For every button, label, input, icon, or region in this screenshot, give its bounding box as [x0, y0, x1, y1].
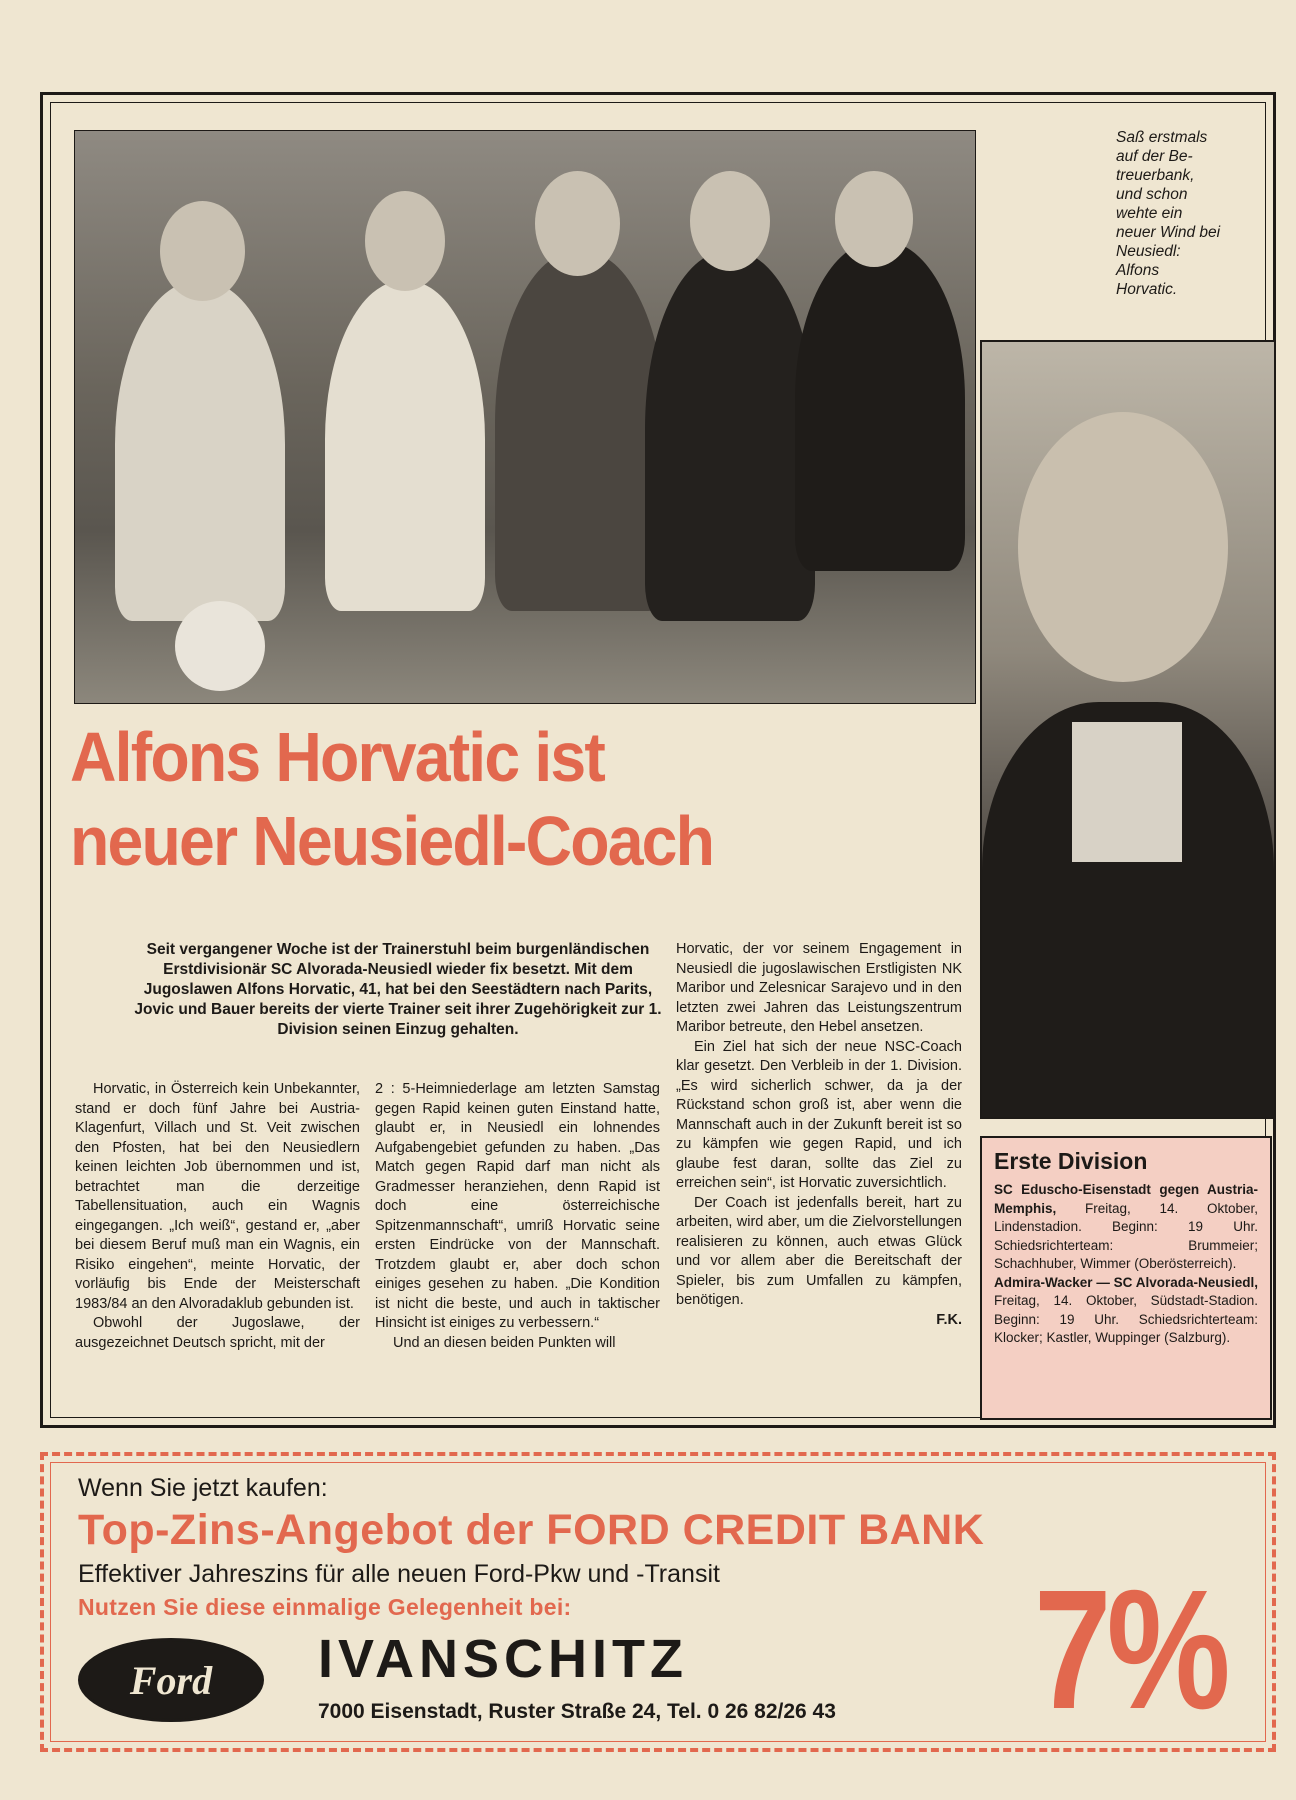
paragraph: Und an diesen beiden Punkten will [393, 1334, 616, 1351]
fixture-1-details: Freitag, 14. Oktober, Lindenstadion. Beginn: 19 Uhr. Schiedsrichterteam: Brummeier; Schachhuber, Wimmer (Oberösterreich). [994, 1200, 1258, 1271]
football [175, 601, 265, 691]
paragraph: 2 : 5-Heimniederlage am letzten Samstag gegen Rapid keinen guten Einstand hatte, glaubt er, in Neusiedl ein lohnendes Aufgabengebiet gefunden zu haben. „Das Match gegen Rapid darf man nicht als Gradmesser heranziehen, denn Rapid ist doch eine österreichische Spitzenmannschaft“, umriß Horvatic seine ersten Eindrücke von der Mannschaft. Trotzdem glaubt er, aber doch schon einiges gesehen zu haben. „Die Kondition ist nicht die beste, und auch in taktischer Hinsicht ist einiges zu verbessern.“ [375, 1081, 660, 1331]
fixture-2-details: Freitag, 14. Oktober, Südstadt-Stadion. Beginn: 19 Uhr. Schiedsrichterteam: Klocker; Kastler, Wuppinger (Salzburg). [994, 1293, 1258, 1345]
author-signature: F.K. [936, 1311, 962, 1328]
fixtures-box [980, 1136, 1272, 1420]
ad-line-1: Wenn Sie jetzt kaufen: [78, 1474, 328, 1502]
portrait-photo [980, 340, 1276, 1119]
paragraph: Horvatic, der vor seinem Engagement in Neusiedl die jugoslawischen Erstligisten NK Maribor und Zelesnicar Sarajevo und in den letzten zwei Jahren das Leistungszentrum Maribor betreute, den Hebel ansetzen. [676, 941, 962, 1035]
dealer-name: IVANSCHITZ [318, 1629, 688, 1689]
headline-line-2: neuer Neusiedl-Coach [70, 802, 714, 880]
body-column-1 [75, 1080, 360, 1353]
interest-rate: 7% [1034, 1555, 1226, 1745]
body-column-2 [375, 1080, 660, 1353]
ad-line-2: Top-Zins-Angebot der FORD CREDIT BANK [78, 1506, 985, 1554]
headline-line-1: Alfons Horvatic ist [70, 718, 605, 796]
fixture-2 [994, 1274, 1258, 1348]
dealer-address: 7000 Eisenstadt, Ruster Straße 24, Tel. 0 26 82/26 43 [318, 1700, 836, 1723]
bench-photo [74, 130, 976, 704]
ford-logo: Ford [78, 1638, 264, 1722]
fixtures-title: Erste Division [994, 1148, 1148, 1174]
photo-caption: Saß erstmals auf der Be- treuerbank, und schon wehte ein neuer Wind bei Neusiedl: Alfons Horvatic. [1116, 129, 1221, 298]
paragraph: Der Coach ist jedenfalls bereit, hart zu arbeiten, wird aber, um die Zielvorstellungen realisieren zu können, auch etwas Glück und vor allem aber die Bereitschaft der Spieler, bis zum Umfallen zu kämpfen, benötigen. [676, 1194, 962, 1308]
ad-line-3: Effektiver Jahreszins für alle neuen Ford-Pkw und -Transit [78, 1560, 720, 1588]
fixture-2-teams: Admira-Wacker — SC Alvorada-Neusiedl, [994, 1274, 1258, 1290]
paragraph: Horvatic, in Österreich kein Unbekannter, stand er doch fünf Jahre bei Austria-Klagenfurt, Villach und St. Veit zwischen den Pfosten, hat bei den Neusiedlern keinen leichten Job übernommen und ist, betrachtet man die derzeitige Tabellensituation, auch ein Wagnis eingegangen. „Ich weiß“, gestand er, „aber bei diesem Beruf muß man ein Wagnis, ein Risiko eingehen“, meinte Horvatic, der vorläufig bis Ende der Meisterschaft 1983/84 an den Alvoradaklub gebunden ist. [75, 1081, 360, 1312]
body-column-3 [676, 940, 962, 1330]
paragraph: Ein Ziel hat sich der neue NSC-Coach klar gesetzt. Den Verbleib in der 1. Division. „Es wird sicherlich schwer, da ja der Rückstand schon groß ist, aber wenn die Mannschaft auch in der Zukunft bereit ist so zu kämpfen wie gegen Rapid, und ich glaube fest daran, sollte das Ziel zu erreichen sein“, ist Horvatic zuversichtlich. [676, 1038, 962, 1191]
paragraph: Obwohl der Jugoslawe, der ausgezeichnet Deutsch spricht, mit der [75, 1315, 360, 1351]
lead-paragraph: Seit vergangener Woche ist der Trainerstuhl beim burgenländischen Erstdivisionär SC Alvorada-Neusiedl wieder fix besetzt. Mit dem Jugoslawen Alfons Horvatic, 41, hat bei den Seestädtern nach Parits, Jovic und Bauer bereits der vierte Trainer seit ihrer Zugehörigkeit zur 1. Division seinen Einzug gehalten. [134, 941, 662, 1038]
fixture-1 [994, 1181, 1258, 1274]
ad-line-4: Nutzen Sie diese einmalige Gelegenheit bei: [78, 1594, 572, 1620]
headline [70, 715, 898, 883]
fixture-1-teams: SC Eduscho-Eisenstadt gegen Austria-Memphis, [994, 1182, 1258, 1216]
